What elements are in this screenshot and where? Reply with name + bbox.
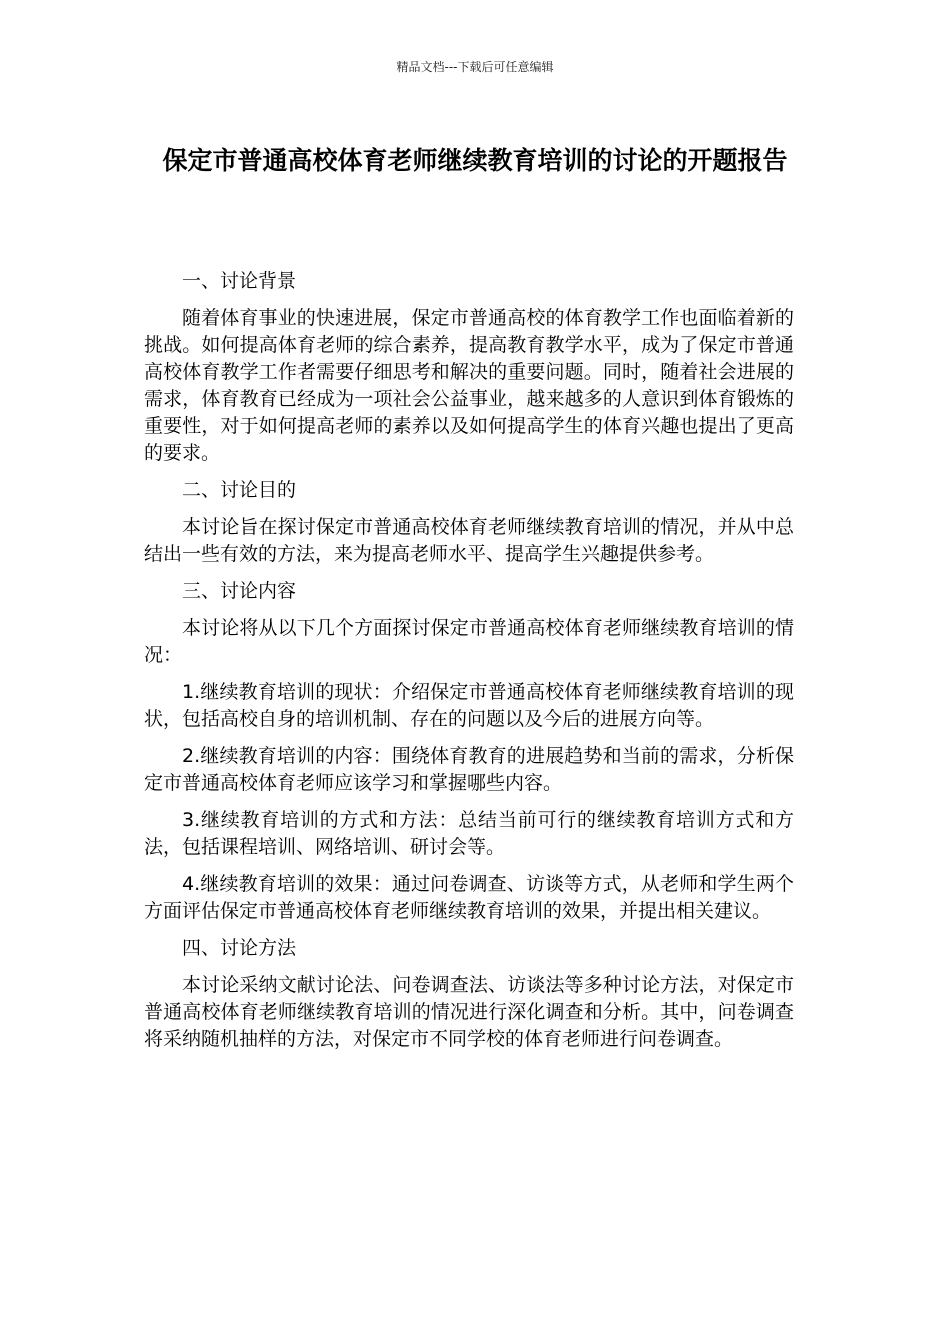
list-item-content: 2.继续教育培训的内容：围绕体育教育的进展趋势和当前的需求，分析保定市普通高校体育老师应该学习和掌握哪些内容。 bbox=[144, 745, 794, 794]
section-heading-method: 四、讨论方法 bbox=[182, 937, 297, 959]
list-item-status: 1.继续教育培训的现状：介绍保定市普通高校体育老师继续教育培训的现状，包括高校自身的培训机制、存在的问题以及今后的进展方向等。 bbox=[144, 681, 794, 730]
section-heading-background: 一、讨论背景 bbox=[182, 270, 297, 292]
section-heading-purpose: 二、讨论目的 bbox=[182, 479, 297, 501]
paragraph-content-intro: 本讨论将从以下几个方面探讨保定市普通高校体育老师继续教育培训的情况： bbox=[144, 617, 794, 666]
document-body bbox=[144, 268, 794, 1063]
list-item-effect: 4.继续教育培训的效果：通过问卷调查、访谈等方式，从老师和学生两个方面评估保定市普通高校体育老师继续教育培训的效果，并提出相关建议。 bbox=[144, 873, 794, 922]
list-item-methods: 3.继续教育培训的方式和方法：总结当前可行的继续教育培训方式和方法，包括课程培训、网络培训、研讨会等。 bbox=[144, 809, 794, 858]
section-heading-content: 三、讨论内容 bbox=[182, 580, 297, 602]
paragraph-background: 随着体育事业的快速进展，保定市普通高校的体育教学工作也面临着新的挑战。如何提高体育老师的综合素养，提高教育教学水平，成为了保定市普通高校体育教学工作者需要仔细思考和解决的重要问题。同时，随着社会进展的需求，体育教育已经成为一项社会公益事业，越来越多的人意识到体育锻炼的重要性，对于如何提高老师的素养以及如何提高学生的体育兴趣也提出了更高的要求。 bbox=[144, 307, 794, 464]
document-title: 保定市普通高校体育老师继续教育培训的讨论的开题报告 bbox=[162, 146, 788, 175]
paragraph-method: 本讨论采纳文献讨论法、问卷调查法、访谈法等多种讨论方法，对保定市普通高校体育老师继续教育培训的情况进行深化调查和分析。其中，问卷调查将采纳随机抽样的方法，对保定市不同学校的体育老师进行问卷调查。 bbox=[144, 974, 794, 1050]
page-header: 精品文档---下载后可任意编辑 bbox=[396, 60, 554, 74]
paragraph-purpose: 本讨论旨在探讨保定市普通高校体育老师继续教育培训的情况，并从中总结出一些有效的方法，来为提高老师水平、提高学生兴趣提供参考。 bbox=[144, 516, 794, 565]
